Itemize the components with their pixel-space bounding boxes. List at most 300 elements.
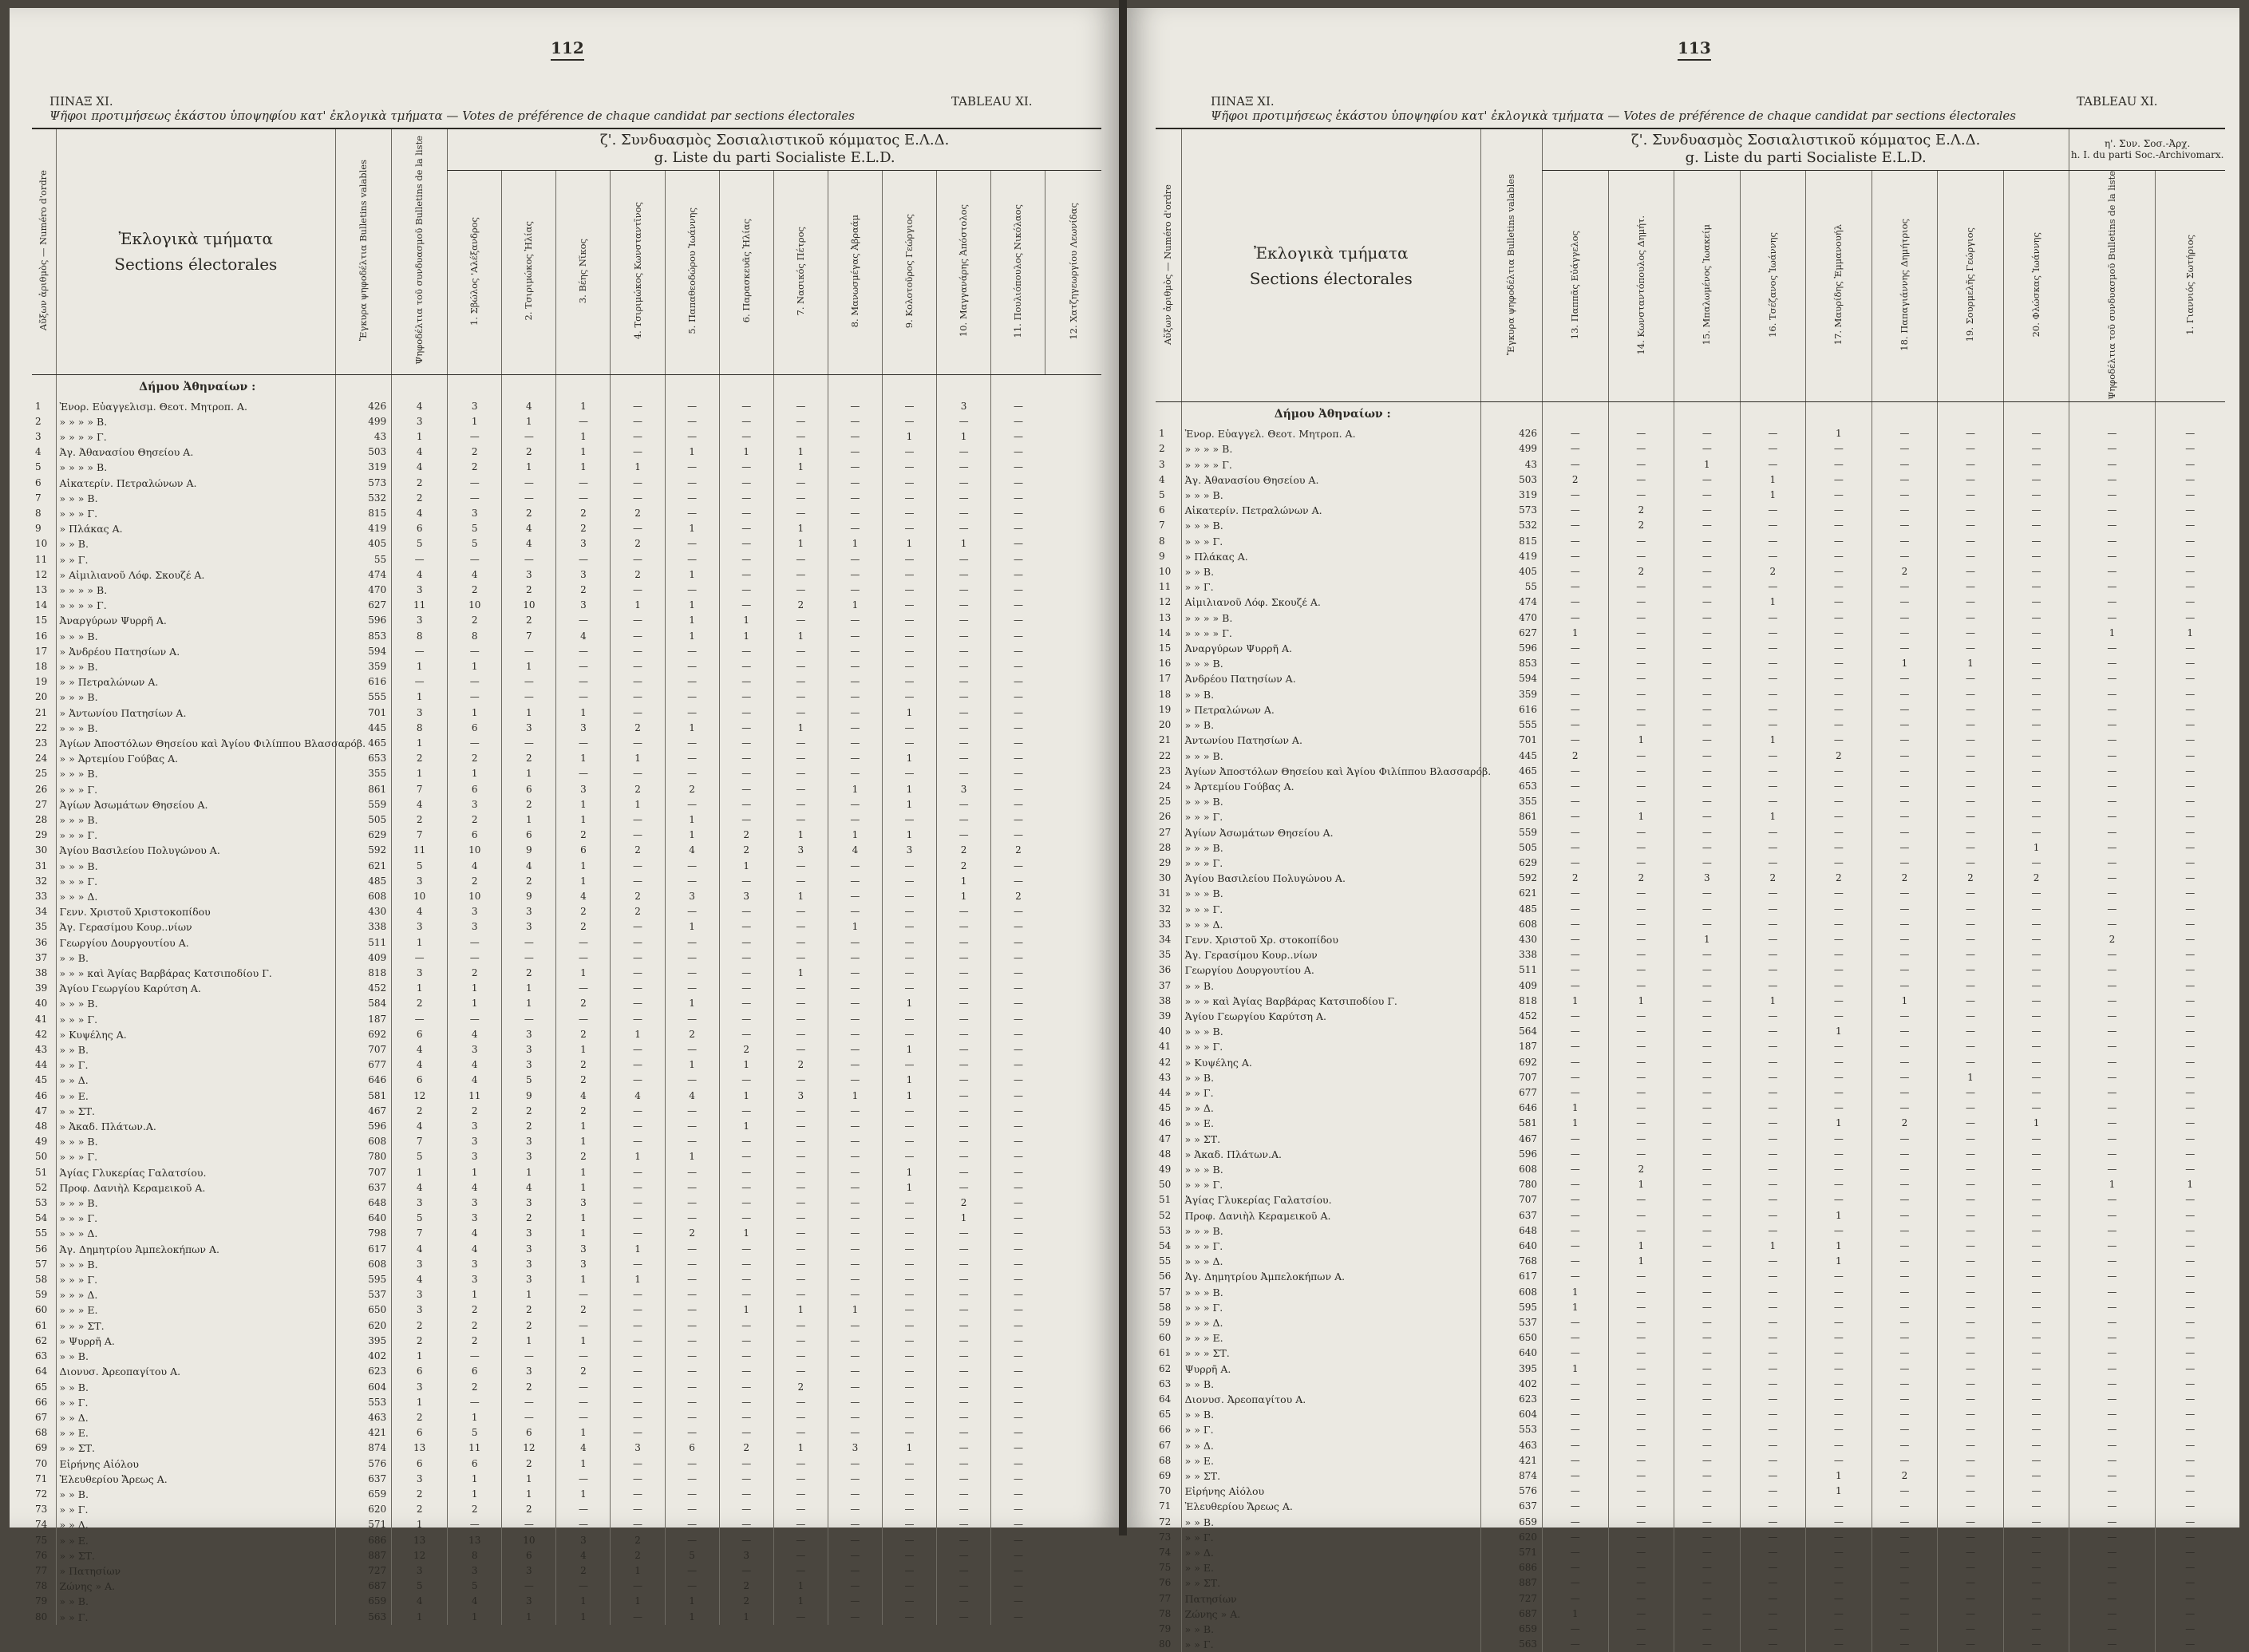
vote-count: — — [1938, 1024, 2004, 1039]
vote-count: — — [611, 1487, 665, 1502]
section-name: » » Ἀρτεμίου Γούβας Α. — [56, 751, 335, 766]
vote-count: — — [991, 721, 1045, 736]
vote-count: — — [2069, 702, 2155, 717]
vote-count: 2 — [611, 536, 665, 551]
vote-count: — — [556, 981, 611, 996]
vote-count: — — [937, 1425, 991, 1441]
vote-count: — — [502, 491, 556, 506]
table-row — [32, 919, 1101, 935]
table-row — [32, 629, 1101, 644]
vote-count: 1 — [556, 1272, 611, 1287]
vote-count: 2 — [556, 1563, 611, 1579]
list-ballots: 6 — [392, 1456, 448, 1472]
vote-count: — — [2003, 1162, 2069, 1177]
vote-count: — — [665, 1318, 719, 1334]
vote-count: — — [1542, 840, 1608, 856]
row-number: 33 — [1159, 918, 1172, 930]
section-name: » » » Β. — [56, 659, 335, 674]
vote-count: — — [1872, 1377, 1938, 1392]
valid-ballots: 646 — [1480, 1101, 1542, 1116]
vote-count: — — [448, 690, 502, 705]
vote-count: — — [882, 1579, 936, 1594]
vote-count: — — [2003, 1315, 2069, 1330]
table-row — [32, 904, 1101, 919]
vote-count: 6 — [502, 1425, 556, 1441]
vote-count: — — [1806, 1177, 1872, 1192]
table-row — [32, 521, 1101, 536]
table-row — [32, 843, 1101, 858]
table-row — [32, 491, 1101, 506]
vote-count: — — [2155, 488, 2225, 503]
vote-count: — — [1806, 472, 1872, 488]
vote-count: — — [937, 966, 991, 981]
valid-ballots: 55 — [1480, 579, 1542, 595]
table-subtitle: Ψῆφοι προτιμήσεως ἑκάστου ὑποψηφίου κατ' ἐκλογικὰ τμήματα — Votes de préférence de chaque candidat par sections électorales — [49, 109, 855, 123]
vote-count: — — [1872, 764, 1938, 779]
vote-count: — — [1674, 1545, 1741, 1560]
vote-count: — — [1542, 1208, 1608, 1223]
valid-ballots: 677 — [1480, 1085, 1542, 1101]
vote-count: 1 — [773, 889, 828, 904]
vote-count: 1 — [556, 812, 611, 828]
vote-count: — — [1740, 1208, 1806, 1223]
vote-count: — — [2003, 488, 2069, 503]
vote-count: 3 — [502, 567, 556, 583]
vote-count: — — [828, 889, 882, 904]
vote-count: — — [1938, 518, 2004, 533]
valid-ballots: 463 — [336, 1410, 392, 1425]
vote-count: 1 — [773, 445, 828, 460]
vote-count: 2 — [556, 1073, 611, 1088]
vote-count: — — [1740, 1607, 1806, 1622]
vote-count: 4 — [448, 1027, 502, 1042]
vote-count: 1 — [556, 874, 611, 889]
vote-count: — — [2003, 902, 2069, 917]
vote-count: — — [828, 414, 882, 429]
vote-count: — — [2069, 1438, 2155, 1453]
row-number: 23 — [1159, 765, 1172, 777]
vote-count: 2 — [719, 1594, 773, 1609]
vote-count: — — [719, 935, 773, 950]
vote-count: 1 — [719, 1057, 773, 1073]
vote-count: 1 — [828, 598, 882, 613]
table-row — [32, 1165, 1101, 1180]
table-row — [1156, 1484, 2225, 1499]
vote-count: — — [2155, 611, 2225, 626]
row-number: 8 — [35, 507, 42, 519]
vote-count: — — [828, 1180, 882, 1196]
vote-count: — — [828, 1149, 882, 1164]
vote-count: — — [1674, 1009, 1741, 1024]
vote-count: — — [719, 598, 773, 613]
vote-count: 2 — [719, 1441, 773, 1456]
section-name: » Κυψέλης Α. — [56, 1027, 335, 1042]
vote-count: — — [1806, 717, 1872, 733]
vote-count: — — [665, 1334, 719, 1349]
vote-count: — — [1542, 641, 1608, 656]
vote-count: 1 — [448, 996, 502, 1011]
vote-count: — — [1806, 641, 1872, 656]
vote-count: — — [2003, 1024, 2069, 1039]
vote-count: — — [2003, 1530, 2069, 1545]
vote-count: — — [2155, 1101, 2225, 1116]
party-group-french: g. Liste du parti Socialiste E.L.D. — [1685, 149, 1927, 167]
valid-ballots: 555 — [1480, 717, 1542, 733]
vote-count: — — [2003, 1468, 2069, 1484]
vote-count: — — [2003, 1545, 2069, 1560]
cell-empty — [937, 374, 991, 399]
vote-count: — — [665, 1257, 719, 1272]
list-ballots: 4 — [392, 1180, 448, 1196]
vote-count: — — [1938, 1575, 2004, 1591]
valid-ballots: 576 — [1480, 1484, 1542, 1499]
vote-count: 3 — [448, 1134, 502, 1149]
list-ballots: 4 — [392, 1594, 448, 1609]
vote-count: 3 — [556, 721, 611, 736]
table-row — [32, 1425, 1101, 1441]
table-row — [1156, 1009, 2225, 1024]
vote-count: — — [1806, 441, 1872, 456]
vote-count: — — [1740, 1468, 1806, 1484]
vote-count: 1 — [1740, 994, 1806, 1009]
vote-count: — — [2003, 472, 2069, 488]
table-row — [1156, 687, 2225, 702]
vote-count: 1 — [773, 1441, 828, 1456]
section-name: » » ΣΤ. — [56, 1441, 335, 1456]
list-ballots-label: Ψηφοδέλτια τοῦ συνδυασμοῦ Bulletins de la liste — [2105, 170, 2117, 400]
vote-count: — — [1740, 641, 1806, 656]
section-name: » » Δ. — [56, 1073, 335, 1088]
vote-count: — — [1938, 702, 2004, 717]
valid-ballots: 648 — [1480, 1223, 1542, 1239]
vote-count: — — [1938, 1039, 2004, 1054]
vote-count: — — [1872, 426, 1938, 441]
vote-count: — — [991, 919, 1045, 935]
vote-count: — — [937, 1042, 991, 1057]
vote-count: — — [2155, 1422, 2225, 1437]
vote-count: — — [773, 1226, 828, 1241]
vote-count: 2 — [611, 506, 665, 521]
vote-count: — — [937, 1272, 991, 1287]
vote-count: 2 — [448, 751, 502, 766]
vote-count: — — [1542, 856, 1608, 871]
row-number: 20 — [35, 691, 48, 703]
vote-count: — — [882, 1242, 936, 1257]
vote-count: — — [828, 874, 882, 889]
vote-count: — — [665, 1287, 719, 1302]
vote-count: — — [1806, 1085, 1872, 1101]
row-number: 21 — [1159, 734, 1172, 746]
vote-count: — — [937, 1380, 991, 1395]
list-ballots: 1 — [392, 981, 448, 996]
vote-count: — — [2069, 1362, 2155, 1377]
table-row — [1156, 917, 2225, 932]
vote-count: — — [991, 996, 1045, 1011]
vote-count: — — [719, 674, 773, 690]
vote-count: — — [665, 1579, 719, 1594]
vote-count: — — [719, 1012, 773, 1027]
table-label: ΠΙΝΑΞ XI. — [49, 94, 113, 109]
vote-count: 1 — [665, 629, 719, 644]
vote-count: — — [1938, 457, 2004, 472]
vote-count: — — [1608, 886, 1674, 901]
vote-count: — — [2155, 503, 2225, 518]
list-ballots: 3 — [392, 613, 448, 628]
vote-count: — — [1674, 472, 1741, 488]
vote-count: — — [1872, 902, 1938, 917]
row-number: 22 — [1159, 749, 1172, 761]
vote-count: — — [665, 1042, 719, 1057]
vote-count: — — [665, 1456, 719, 1472]
vote-count: — — [991, 690, 1045, 705]
candidate-name: 18. Παπαγιάννης Δημήτριος — [1898, 219, 1910, 351]
vote-count: — — [828, 1472, 882, 1487]
vote-count: — — [1608, 947, 1674, 962]
list-ballots: 3 — [392, 874, 448, 889]
vote-count: — — [1674, 1070, 1741, 1085]
vote-count: 3 — [448, 919, 502, 935]
vote-count: — — [773, 812, 828, 828]
section-name: » » Β. — [1181, 687, 1480, 702]
vote-count: — — [1740, 1560, 1806, 1575]
vote-count: — — [2069, 472, 2155, 488]
vote-count: — — [1872, 1300, 1938, 1315]
section-name: » » Γ. — [56, 1610, 335, 1625]
vote-count: — — [1542, 1637, 1608, 1652]
vote-count: — — [1872, 1239, 1938, 1254]
vote-count: — — [2155, 825, 2225, 840]
section-name: » » » Δ. — [56, 889, 335, 904]
vote-count: — — [556, 736, 611, 751]
vote-count: — — [2069, 886, 2155, 901]
candidate-header — [1045, 170, 1101, 374]
vote-count: — — [2069, 457, 2155, 472]
cell-empty — [1740, 402, 1806, 427]
party-group-header — [448, 128, 1101, 170]
valid-ballots: 692 — [336, 1027, 392, 1042]
vote-count: — — [1608, 1468, 1674, 1484]
row-number: 24 — [35, 753, 48, 765]
vote-count: — — [2155, 1223, 2225, 1239]
candidate-name: 6. Παρασκευᾶς Ἠλίας — [740, 219, 752, 323]
candidate-name: 5. Παπαθεοδώρου Ἰωάννης — [686, 207, 698, 334]
vote-count: — — [611, 1012, 665, 1027]
vote-count: — — [1740, 656, 1806, 671]
vote-count: — — [991, 797, 1045, 812]
vote-count: — — [991, 1610, 1045, 1625]
vote-count: — — [2155, 886, 2225, 901]
valid-ballots: 571 — [336, 1517, 392, 1532]
vote-count: 1 — [882, 1089, 936, 1104]
vote-count: — — [611, 812, 665, 828]
valid-ballots: 727 — [336, 1563, 392, 1579]
vote-count: 8 — [448, 1548, 502, 1563]
valid-ballots: 421 — [1480, 1453, 1542, 1468]
vote-count: — — [1938, 1453, 2004, 1468]
vote-count: — — [991, 1579, 1045, 1594]
vote-count: — — [611, 644, 665, 659]
vote-count: — — [719, 567, 773, 583]
vote-count: — — [2155, 1575, 2225, 1591]
vote-count: — — [2155, 1468, 2225, 1484]
table-row — [1156, 1070, 2225, 1085]
table-row — [32, 996, 1101, 1011]
vote-count: — — [1740, 1269, 1806, 1284]
vote-count: — — [991, 1196, 1045, 1211]
vote-count: — — [2003, 1269, 2069, 1284]
vote-count: — — [665, 1242, 719, 1257]
vote-count: 1 — [665, 598, 719, 613]
vote-count: — — [991, 1425, 1045, 1441]
vote-count: — — [2069, 978, 2155, 994]
vote-count: — — [1542, 1499, 1608, 1514]
valid-ballots: 620 — [336, 1502, 392, 1517]
table-row — [1156, 457, 2225, 472]
vote-count: — — [2069, 1162, 2155, 1177]
vote-count: — — [1542, 1545, 1608, 1560]
vote-count: 2 — [448, 583, 502, 598]
vote-count: — — [1542, 1055, 1608, 1070]
candidate-header — [1938, 170, 2004, 402]
vote-count: — — [1608, 1407, 1674, 1422]
valid-ballots: 419 — [1480, 549, 1542, 564]
vote-count: — — [1740, 1392, 1806, 1407]
vote-count: — — [1872, 794, 1938, 809]
vote-count: — — [1674, 564, 1741, 579]
vote-count: — — [991, 766, 1045, 781]
vote-count: — — [448, 674, 502, 690]
vote-count: 2 — [611, 721, 665, 736]
vote-count: — — [991, 460, 1045, 475]
vote-count: 1 — [882, 429, 936, 445]
vote-count: — — [1674, 687, 1741, 702]
vote-count: — — [1608, 764, 1674, 779]
row-number: 80 — [1159, 1638, 1172, 1650]
candidate-name: 8. Μανωσμέγας Ἀβραάμ — [848, 214, 860, 328]
vote-count: — — [882, 1425, 936, 1441]
vote-count: — — [828, 950, 882, 966]
vote-count: — — [2155, 1438, 2225, 1453]
vote-count: — — [1806, 1055, 1872, 1070]
row-number: 13 — [1159, 611, 1172, 623]
vote-count: — — [937, 812, 991, 828]
vote-count: — — [2003, 1147, 2069, 1162]
vote-count: — — [1872, 1009, 1938, 1024]
vote-count: — — [611, 1364, 665, 1379]
vote-count: — — [2003, 426, 2069, 441]
book-gutter — [1119, 0, 1127, 1535]
vote-count: 1 — [937, 1211, 991, 1226]
vote-count: 2 — [556, 996, 611, 1011]
valid-ballots: 780 — [1480, 1177, 1542, 1192]
row-number: 63 — [1159, 1377, 1172, 1389]
vote-count: — — [1872, 1346, 1938, 1361]
cell-empty — [556, 374, 611, 399]
table-row — [1156, 671, 2225, 686]
vote-count: — — [2069, 1484, 2155, 1499]
list-ballots: — — [392, 674, 448, 690]
valid-ballots: 608 — [336, 889, 392, 904]
vote-count: — — [1872, 1591, 1938, 1607]
row-number: 58 — [1159, 1301, 1172, 1313]
row-number: 55 — [35, 1227, 48, 1239]
valid-ballots: 627 — [336, 598, 392, 613]
vote-count: — — [611, 1134, 665, 1149]
vote-count: — — [937, 1089, 991, 1104]
vote-count: — — [1740, 1530, 1806, 1545]
vote-count: — — [937, 583, 991, 598]
section-name: » » » Β. — [1181, 1024, 1480, 1039]
vote-count: — — [1674, 902, 1741, 917]
vote-count: — — [937, 1149, 991, 1164]
vote-count: — — [665, 1119, 719, 1134]
vote-count: — — [2003, 518, 2069, 533]
vote-count: — — [719, 1211, 773, 1226]
vote-count: — — [2069, 1009, 2155, 1024]
vote-count: — — [1938, 426, 2004, 441]
row-number: 67 — [35, 1411, 48, 1423]
vote-count: — — [1938, 840, 2004, 856]
valid-ballots: 581 — [336, 1089, 392, 1104]
list-ballots: 3 — [392, 1563, 448, 1579]
section-name: » » » Δ. — [1181, 1315, 1480, 1330]
vote-count: — — [2155, 1484, 2225, 1499]
vote-count: — — [719, 644, 773, 659]
table-row — [32, 1502, 1101, 1517]
vote-count: — — [1938, 1208, 2004, 1223]
vote-count: 2 — [448, 1380, 502, 1395]
vote-count: — — [2003, 1132, 2069, 1147]
vote-count: — — [937, 476, 991, 491]
vote-count: 1 — [1542, 1116, 1608, 1131]
vote-count: — — [2155, 1162, 2225, 1177]
vote-count: — — [882, 506, 936, 521]
vote-count: — — [665, 1134, 719, 1149]
section-name: » » Δ. — [56, 1410, 335, 1425]
section-name: » » ΣΤ. — [1181, 1468, 1480, 1484]
vote-count: 1 — [556, 1594, 611, 1609]
section-name: Ζώνης » Α. — [1181, 1607, 1480, 1622]
vote-count: — — [1608, 932, 1674, 947]
table-row — [1156, 886, 2225, 901]
vote-count: 4 — [502, 1180, 556, 1196]
candidate-name: 11. Πουλιόπουλος Νικόλαος — [1012, 204, 1024, 338]
vote-count: — — [882, 659, 936, 674]
row-number: 29 — [1159, 856, 1172, 868]
vote-count: — — [882, 919, 936, 935]
section-name: » » » Δ. — [56, 1287, 335, 1302]
vote-count: — — [773, 1456, 828, 1472]
vote-count: — — [1740, 932, 1806, 947]
valid-ballots: 604 — [336, 1380, 392, 1395]
vote-count: — — [2069, 1024, 2155, 1039]
row-number: 30 — [1159, 872, 1172, 884]
row-number: 10 — [1159, 566, 1172, 578]
vote-count: — — [2155, 749, 2225, 764]
table-row — [1156, 825, 2225, 840]
valid-ballots: 43 — [336, 429, 392, 445]
row-number: 31 — [1159, 887, 1172, 899]
section-name: Ἁγίων Ἀποστόλων Θησείου καὶ Ἁγίου Φιλίππου Βλασσαρόβ. — [1181, 764, 1480, 779]
vote-count: — — [2069, 488, 2155, 503]
vote-count: — — [1806, 671, 1872, 686]
valid-ballots: 653 — [1480, 779, 1542, 794]
vote-count: — — [1608, 1530, 1674, 1545]
vote-count: — — [611, 1196, 665, 1211]
vote-count: — — [2003, 1177, 2069, 1192]
vote-count: — — [502, 429, 556, 445]
valid-ballots: 467 — [1480, 1132, 1542, 1147]
